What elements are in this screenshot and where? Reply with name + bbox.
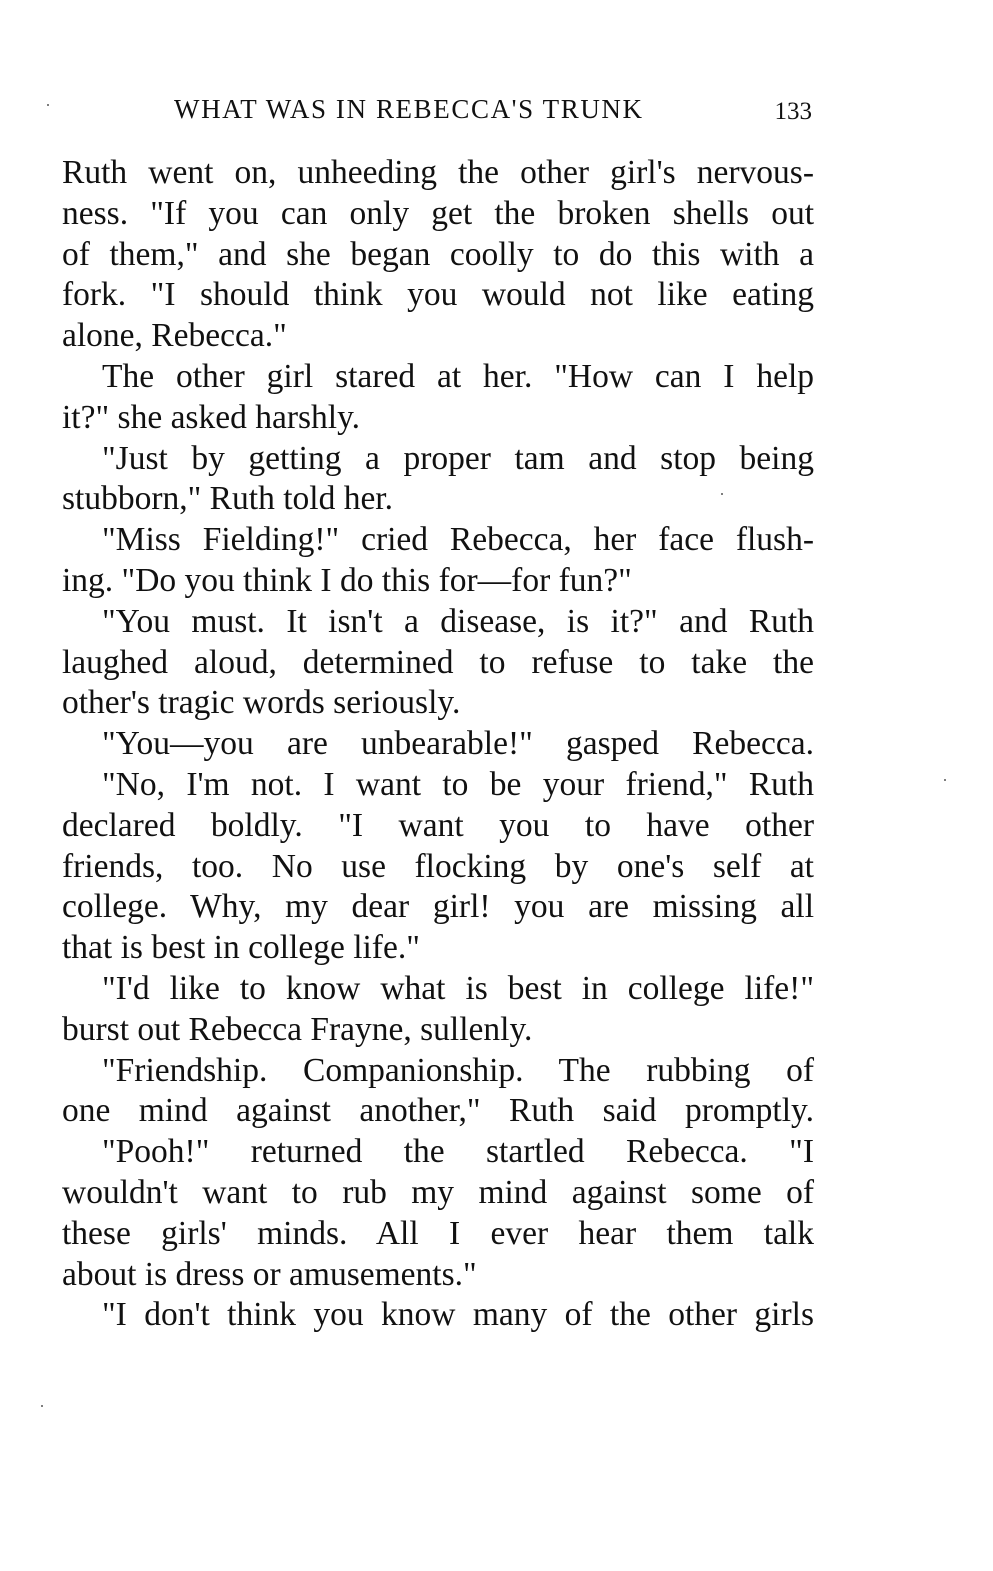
text-line: one mind against another," Ruth said promptly. <box>62 1092 814 1130</box>
text-line: friends, too. No use flocking by one's self at <box>62 847 814 885</box>
text-line: about is dress or amusements." <box>62 1255 477 1293</box>
text-line: other's tragic words seriously. <box>62 684 461 722</box>
text-line: ness. "If you can only get the broken shells out <box>62 194 814 232</box>
text-line: fork. "I should think you would not like eating <box>62 276 814 314</box>
text-line: alone, Rebecca." <box>62 317 287 355</box>
scan-speck <box>721 493 723 495</box>
page-number: 133 <box>774 98 812 125</box>
text-line: burst out Rebecca Frayne, sullenly. <box>62 1010 533 1048</box>
body-text <box>62 153 814 1336</box>
running-title: WHAT WAS IN REBECCA'S TRUNK <box>174 94 644 124</box>
text-line: of them," and she began coolly to do this with a <box>62 235 814 273</box>
text-line: "I don't think you know many of the other girls <box>102 1296 814 1334</box>
text-line: Ruth went on, unheeding the other girl's nervous- <box>62 154 814 191</box>
text-line: it?" she asked harshly. <box>62 398 361 436</box>
text-line: "Miss Fielding!" cried Rebecca, her face flush- <box>102 521 814 559</box>
scan-speck <box>41 1405 43 1407</box>
text-line: stubborn," Ruth told her. <box>62 480 393 518</box>
text-line: "You must. It isn't a disease, is it?" and Ruth <box>102 602 814 640</box>
scan-speck <box>944 779 946 781</box>
text-line: these girls' minds. All I ever hear them talk <box>62 1214 814 1252</box>
text-line: The other girl stared at her. "How can I help <box>102 357 814 395</box>
text-line: that is best in college life." <box>62 929 420 967</box>
text-line: "I'd like to know what is best in college life!" <box>102 969 814 1007</box>
text-line: declared boldly. "I want you to have other <box>62 806 814 844</box>
text-line: "Pooh!" returned the startled Rebecca. "I <box>102 1133 814 1171</box>
text-line: "Just by getting a proper tam and stop being <box>102 439 814 477</box>
text-line: laughed aloud, determined to refuse to take the <box>62 643 814 681</box>
scan-speck <box>47 104 49 106</box>
text-line: "Friendship. Companionship. The rubbing of <box>102 1051 814 1089</box>
text-line: ing. "Do you think I do this for—for fun?" <box>62 561 632 599</box>
text-line: "No, I'm not. I want to be your friend," Ruth <box>102 765 814 803</box>
text-line: wouldn't want to rub my mind against some of <box>62 1173 814 1211</box>
text-line: "You—you are unbearable!" gasped Rebecca. <box>102 725 814 763</box>
text-line: college. Why, my dear girl! you are missing all <box>62 888 814 926</box>
running-head <box>62 92 814 132</box>
